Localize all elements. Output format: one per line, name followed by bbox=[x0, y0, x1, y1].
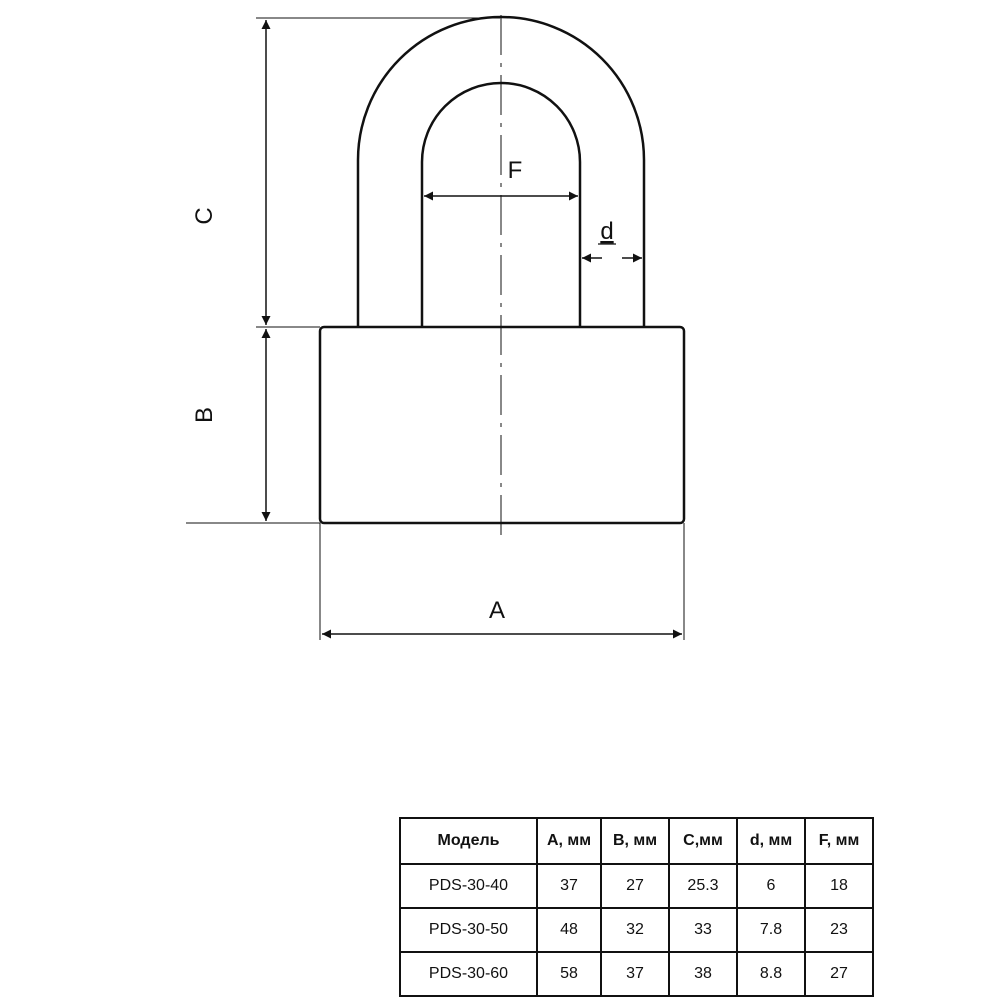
table-row bbox=[400, 952, 873, 996]
cell-d: 8.8 bbox=[737, 952, 805, 996]
cell-model: PDS-30-50 bbox=[400, 908, 537, 952]
header-d: d, мм bbox=[737, 818, 805, 864]
cell-b: 27 bbox=[601, 864, 669, 908]
table-row bbox=[400, 908, 873, 952]
cell-c: 25.3 bbox=[669, 864, 737, 908]
cell-f: 18 bbox=[805, 864, 873, 908]
cell-f: 23 bbox=[805, 908, 873, 952]
dimension-a-label: A bbox=[488, 597, 506, 624]
header-c: C,мм bbox=[669, 818, 737, 864]
dimension-c-label: C bbox=[191, 207, 218, 225]
table-header-row bbox=[400, 818, 873, 864]
cell-a: 48 bbox=[537, 908, 601, 952]
cell-b: 32 bbox=[601, 908, 669, 952]
dimension-d-label: d bbox=[600, 218, 614, 245]
cell-a: 37 bbox=[537, 864, 601, 908]
header-f: F, мм bbox=[805, 818, 873, 864]
cell-d: 6 bbox=[737, 864, 805, 908]
header-b: B, мм bbox=[601, 818, 669, 864]
cell-model: PDS-30-60 bbox=[400, 952, 537, 996]
cell-a: 58 bbox=[537, 952, 601, 996]
cell-model: PDS-30-40 bbox=[400, 864, 537, 908]
cell-c: 33 bbox=[669, 908, 737, 952]
dimension-f-label: F bbox=[507, 157, 523, 184]
table-row bbox=[400, 864, 873, 908]
cell-f: 27 bbox=[805, 952, 873, 996]
dimension-b-label: B bbox=[191, 406, 218, 424]
header-a: A, мм bbox=[537, 818, 601, 864]
cell-d: 7.8 bbox=[737, 908, 805, 952]
dimensions-table bbox=[399, 817, 874, 997]
header-model: Модель bbox=[400, 818, 537, 864]
lock-body bbox=[320, 327, 684, 523]
cell-b: 37 bbox=[601, 952, 669, 996]
cell-c: 38 bbox=[669, 952, 737, 996]
